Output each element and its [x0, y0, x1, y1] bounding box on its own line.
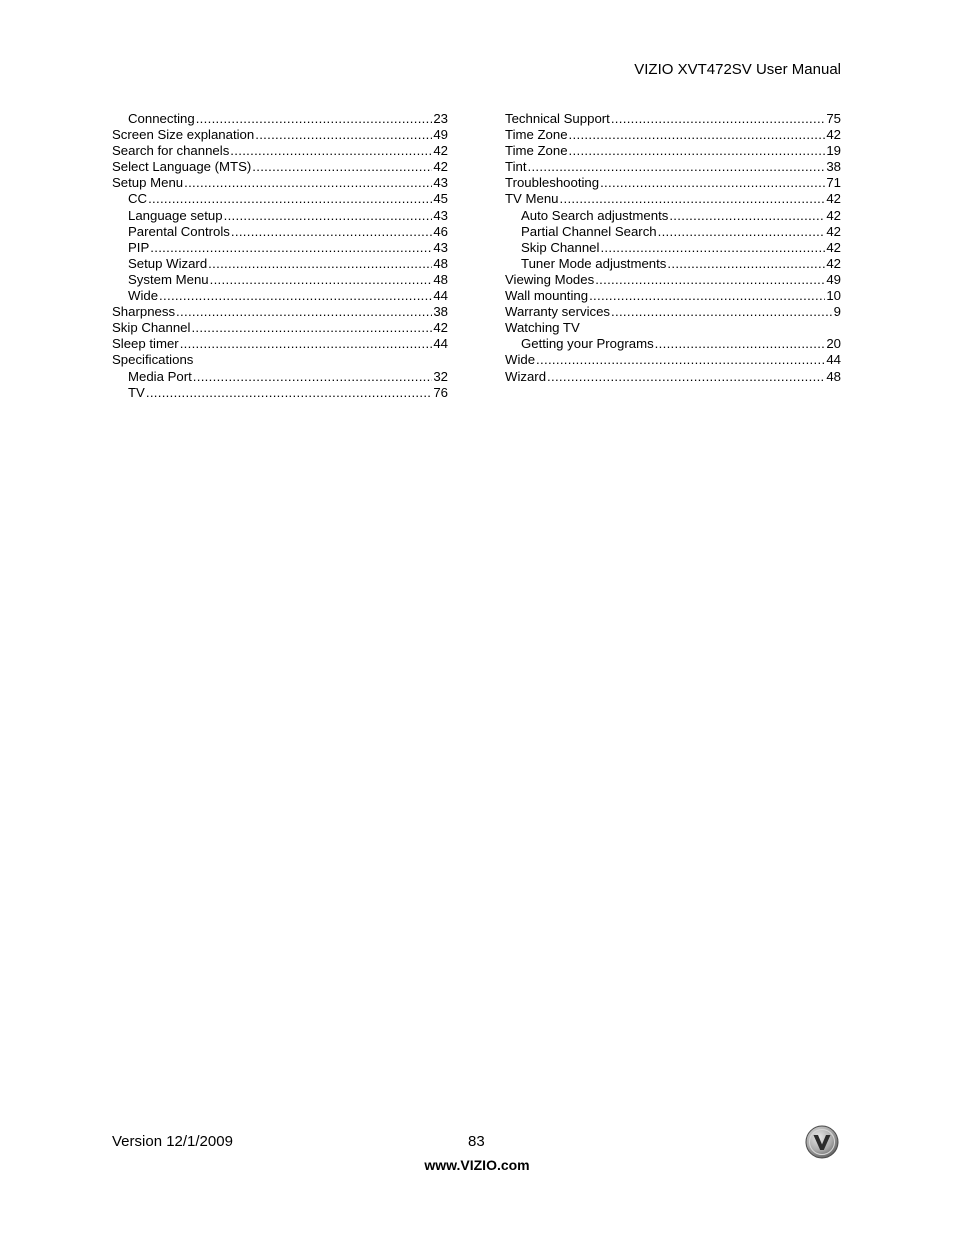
dot-leader [224, 208, 433, 224]
index-page-number: 76 [433, 384, 448, 400]
index-entry [112, 256, 448, 272]
index-term: Viewing Modes [505, 271, 595, 287]
index-term: Setup Menu [112, 175, 184, 191]
index-term: Auto Search adjustments [521, 207, 669, 223]
index-page-number: 44 [826, 352, 841, 368]
index-term: Troubleshooting [505, 175, 600, 191]
index-term: Language setup [128, 207, 223, 223]
index-term: Wall mounting [505, 288, 589, 304]
index-page-number: 32 [433, 368, 448, 384]
index-page-number: 9 [833, 304, 841, 320]
dot-leader [569, 143, 826, 159]
dot-leader [193, 369, 433, 385]
index-page-number: 48 [826, 368, 841, 384]
dot-leader [560, 191, 826, 207]
dot-leader [655, 336, 826, 352]
index-term: Skip Channel [112, 320, 191, 336]
dot-leader [547, 369, 825, 385]
dot-leader [208, 256, 432, 272]
manual-title: VIZIO XVT472SV User Manual [634, 61, 841, 78]
dot-leader [536, 352, 825, 368]
index-term: Tuner Mode adjustments [521, 255, 667, 271]
index-page-number: 44 [433, 336, 448, 352]
dot-leader [252, 159, 432, 175]
index-term: Sharpness [112, 304, 176, 320]
dot-leader [159, 288, 432, 304]
index-page-number: 23 [433, 111, 448, 126]
index-entry [505, 369, 841, 385]
index-term: PIP [128, 239, 150, 255]
index-entry [112, 143, 448, 159]
dot-leader [196, 111, 433, 127]
index-term: Getting your Programs [521, 336, 654, 352]
dot-leader [230, 143, 432, 159]
index-entry [112, 369, 448, 385]
dot-leader [191, 320, 432, 336]
dot-leader [600, 175, 825, 191]
index-entry [112, 240, 448, 256]
index-page-number: 71 [826, 175, 841, 191]
index-entry [505, 240, 841, 256]
dot-leader [611, 304, 833, 320]
dot-leader [611, 111, 825, 127]
index-term: Screen Size explanation [112, 127, 255, 143]
index-entry [112, 191, 448, 207]
index-page-number: 42 [433, 143, 448, 159]
index-column-left [112, 111, 448, 401]
index-term: Technical Support [505, 111, 610, 126]
index-term: TV Menu [505, 191, 559, 207]
dot-leader [231, 224, 432, 240]
dot-leader [669, 208, 825, 224]
index-term: Search for channels [112, 143, 230, 159]
dot-leader [150, 240, 432, 256]
index-entry [112, 208, 448, 224]
index-term: Media Port [128, 368, 192, 384]
index-entry [112, 336, 448, 352]
dot-leader [255, 127, 432, 143]
index-page-number: 49 [826, 271, 841, 287]
dot-leader [176, 304, 432, 320]
index-term: Skip Channel [521, 239, 600, 255]
dot-leader [146, 385, 432, 401]
index-entry [505, 143, 841, 159]
index-page-number: 43 [433, 175, 448, 191]
page-number: 83 [468, 1133, 485, 1150]
dot-leader [595, 272, 825, 288]
website-url: www.VIZIO.com [424, 1157, 530, 1173]
index-term: TV [128, 384, 145, 400]
index-entry [505, 320, 841, 336]
index-term: Time Zone [505, 127, 568, 143]
index-term: Watching TV [505, 320, 580, 336]
dot-leader [569, 127, 826, 143]
dot-leader [148, 191, 432, 207]
index-page-number: 42 [826, 223, 841, 239]
index-column-right [505, 111, 841, 385]
index-entry [112, 385, 448, 401]
index-term: Wide [128, 288, 159, 304]
index-term: Partial Channel Search [521, 223, 657, 239]
index-term: Tint [505, 159, 527, 175]
index-page-number: 42 [433, 320, 448, 336]
index-page-number: 42 [826, 239, 841, 255]
index-entry [505, 304, 841, 320]
index-entry [505, 191, 841, 207]
index-page-number: 42 [826, 127, 841, 143]
index-term: Warranty services [505, 304, 611, 320]
index-page-number: 19 [826, 143, 841, 159]
dot-leader [667, 256, 825, 272]
index-term: Parental Controls [128, 223, 230, 239]
index-entry [112, 175, 448, 191]
index-term: Time Zone [505, 143, 568, 159]
index-entry [112, 304, 448, 320]
index-page-number: 42 [826, 191, 841, 207]
index-entry [505, 175, 841, 191]
index-term: Sleep timer [112, 336, 179, 352]
index-page-number: 20 [826, 336, 841, 352]
index-page-number: 48 [433, 271, 448, 287]
dot-leader [658, 224, 826, 240]
dot-leader [184, 175, 432, 191]
index-term: Setup Wizard [128, 255, 208, 271]
index-entry [112, 111, 448, 127]
index-term: Select Language (MTS) [112, 159, 252, 175]
index-entry [112, 127, 448, 143]
index-entry [112, 224, 448, 240]
index-page-number: 38 [433, 304, 448, 320]
index-page-number: 42 [433, 159, 448, 175]
index-page-number: 43 [433, 207, 448, 223]
index-entry [505, 127, 841, 143]
index-entry [505, 272, 841, 288]
index-page-number: 46 [433, 223, 448, 239]
index-entry [112, 320, 448, 336]
index-page-number: 45 [433, 191, 448, 207]
dot-leader [589, 288, 825, 304]
index-term: Wizard [505, 368, 547, 384]
index-entry [505, 336, 841, 352]
index-page-number: 42 [826, 255, 841, 271]
index-entry [112, 272, 448, 288]
index-page-number: 43 [433, 239, 448, 255]
index-term: Specifications [112, 352, 194, 368]
index-entry [505, 224, 841, 240]
index-entry [505, 256, 841, 272]
index-term: Connecting [128, 111, 195, 126]
dot-leader [600, 240, 825, 256]
index-page-number: 42 [826, 207, 841, 223]
index-page-number: 75 [826, 111, 841, 126]
dot-leader [180, 336, 433, 352]
index-entry [505, 352, 841, 368]
index-entry [505, 288, 841, 304]
index-page-number: 48 [433, 255, 448, 271]
index-entry [505, 111, 841, 127]
index-term: System Menu [128, 271, 209, 287]
index-page-number: 44 [433, 288, 448, 304]
dot-leader [528, 159, 826, 175]
index-entry [112, 288, 448, 304]
index-entry [112, 352, 448, 368]
index-entry [112, 159, 448, 175]
index-term: Wide [505, 352, 536, 368]
index-page-number: 49 [433, 127, 448, 143]
index-entry [505, 208, 841, 224]
vizio-v-logo-icon [805, 1125, 839, 1159]
index-term: CC [128, 191, 148, 207]
index-page-number: 10 [826, 288, 841, 304]
version-label: Version 12/1/2009 [112, 1133, 233, 1150]
index-page-number: 38 [826, 159, 841, 175]
index-entry [505, 159, 841, 175]
dot-leader [210, 272, 433, 288]
